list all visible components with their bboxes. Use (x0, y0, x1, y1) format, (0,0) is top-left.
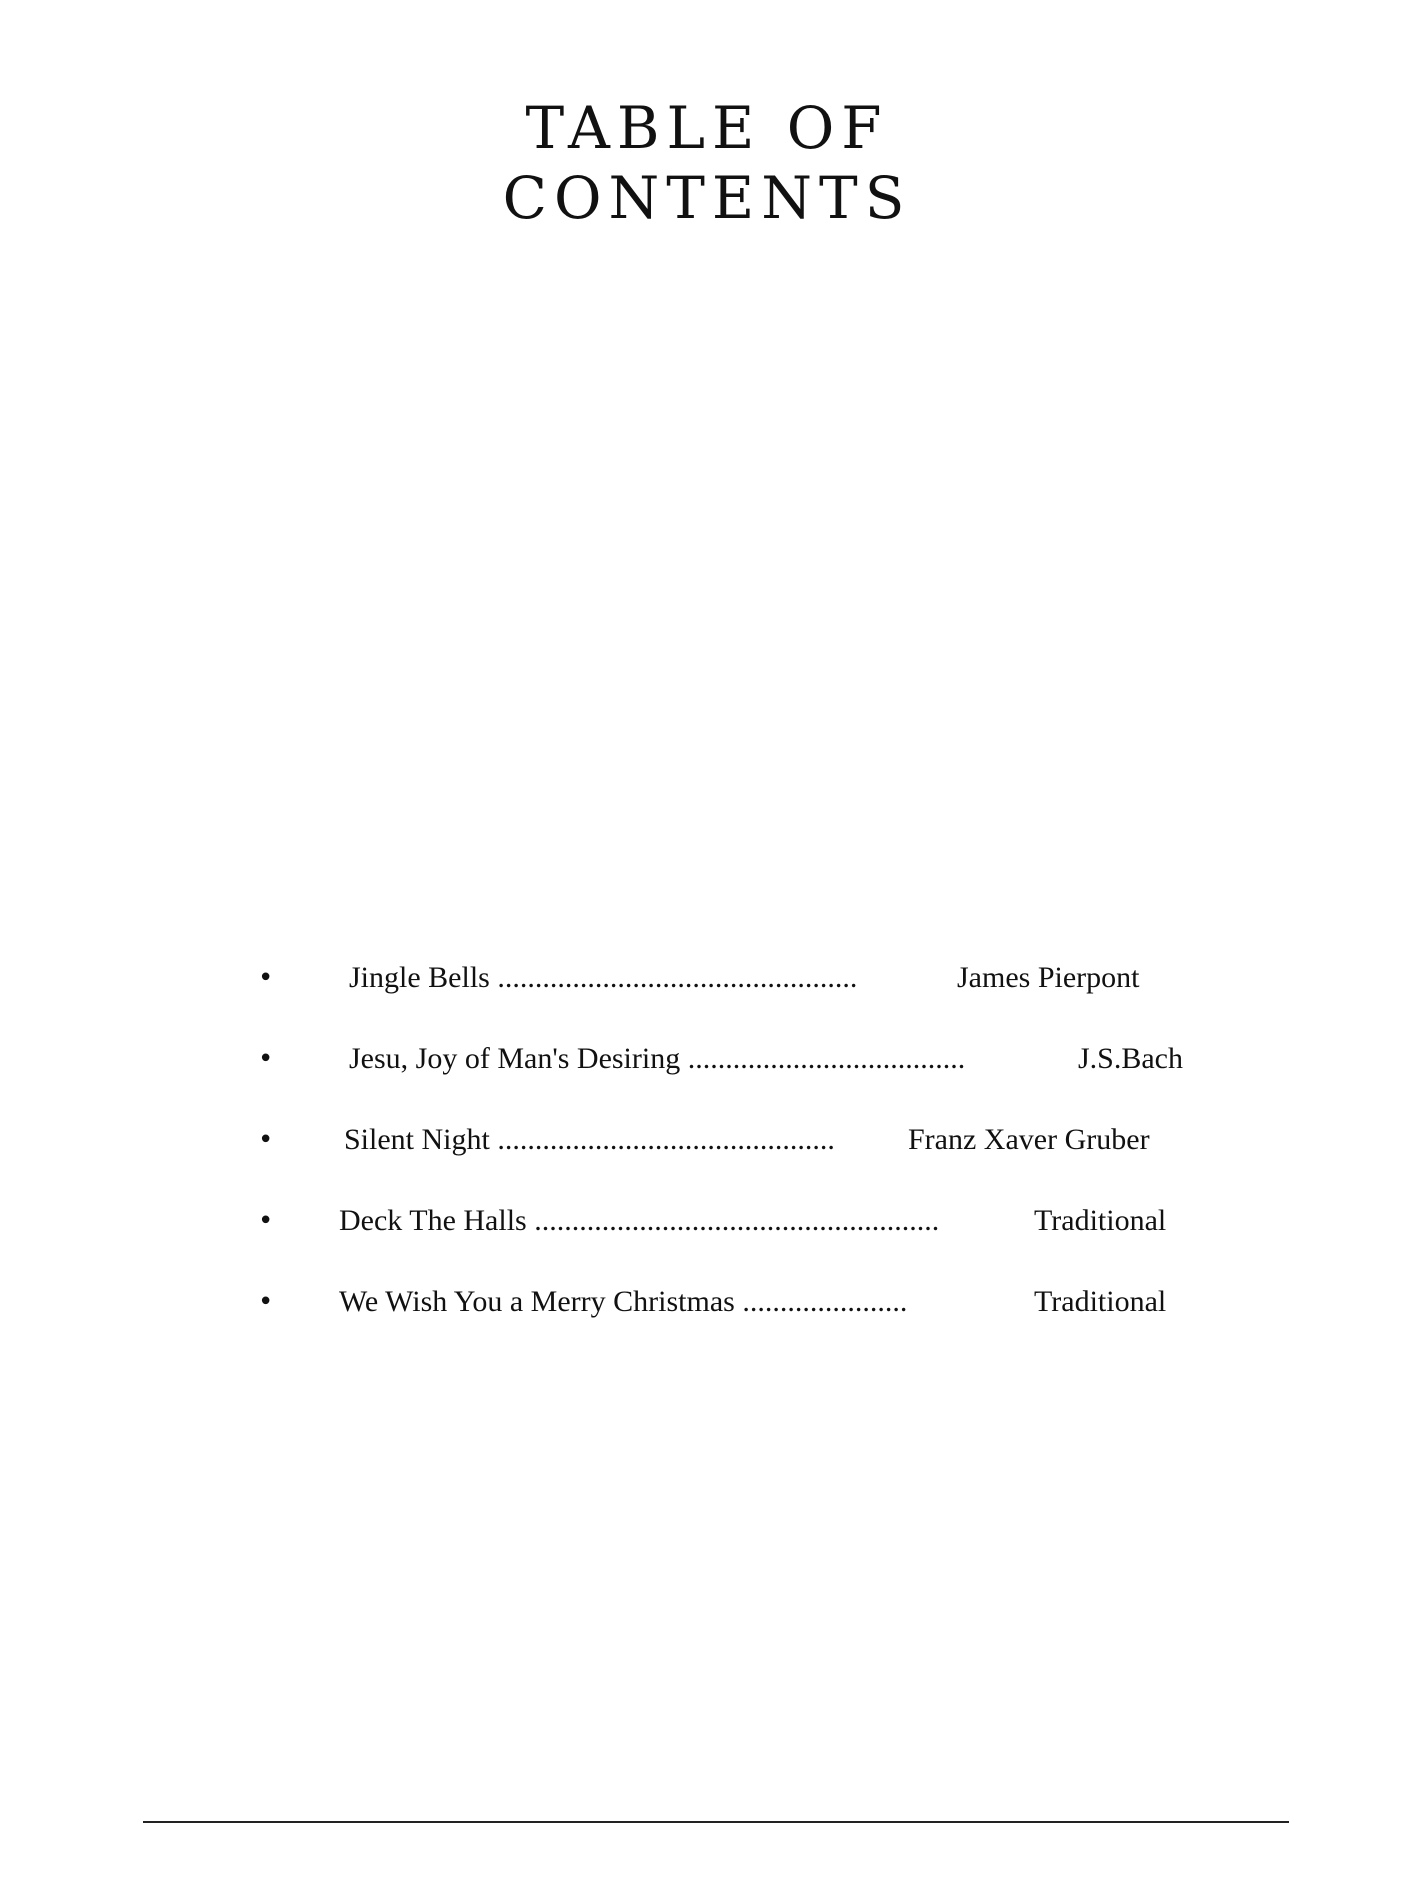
toc-entry-composer: James Pierpont (957, 961, 1140, 994)
bullet-icon: • (258, 1125, 274, 1155)
toc-entry-title: Deck The Halls ...................................................... (339, 1204, 940, 1237)
toc-entry-composer: Traditional (1034, 1204, 1167, 1237)
toc-entry-title: We Wish You a Merry Christmas ...................... (339, 1285, 908, 1318)
page-title-line-1: TABLE OF (525, 94, 889, 162)
bullet-icon: • (258, 1044, 274, 1074)
toc-item-jingle-bells (0, 953, 1414, 1003)
toc-item-silent-night (0, 1115, 1414, 1165)
page-title-line-2: CONTENTS (502, 164, 912, 232)
toc-item-deck-the-halls (0, 1196, 1414, 1246)
bullet-icon: • (258, 963, 274, 993)
toc-entry-title: Silent Night ............................................. (344, 1123, 835, 1156)
toc-item-we-wish-you (0, 1277, 1414, 1327)
toc-entry-title: Jesu, Joy of Man's Desiring ..................................... (349, 1042, 966, 1075)
bullet-icon: • (258, 1287, 274, 1317)
bullet-icon: • (258, 1206, 274, 1236)
toc-entry-title: Jingle Bells ................................................ (349, 961, 858, 994)
toc-entry-composer: Traditional (1034, 1285, 1167, 1318)
footer-divider (143, 1821, 1289, 1823)
toc-entry-composer: J.S.Bach (1078, 1042, 1183, 1075)
toc-entry-composer: Franz Xaver Gruber (908, 1123, 1150, 1156)
toc-item-jesu-joy (0, 1034, 1414, 1084)
